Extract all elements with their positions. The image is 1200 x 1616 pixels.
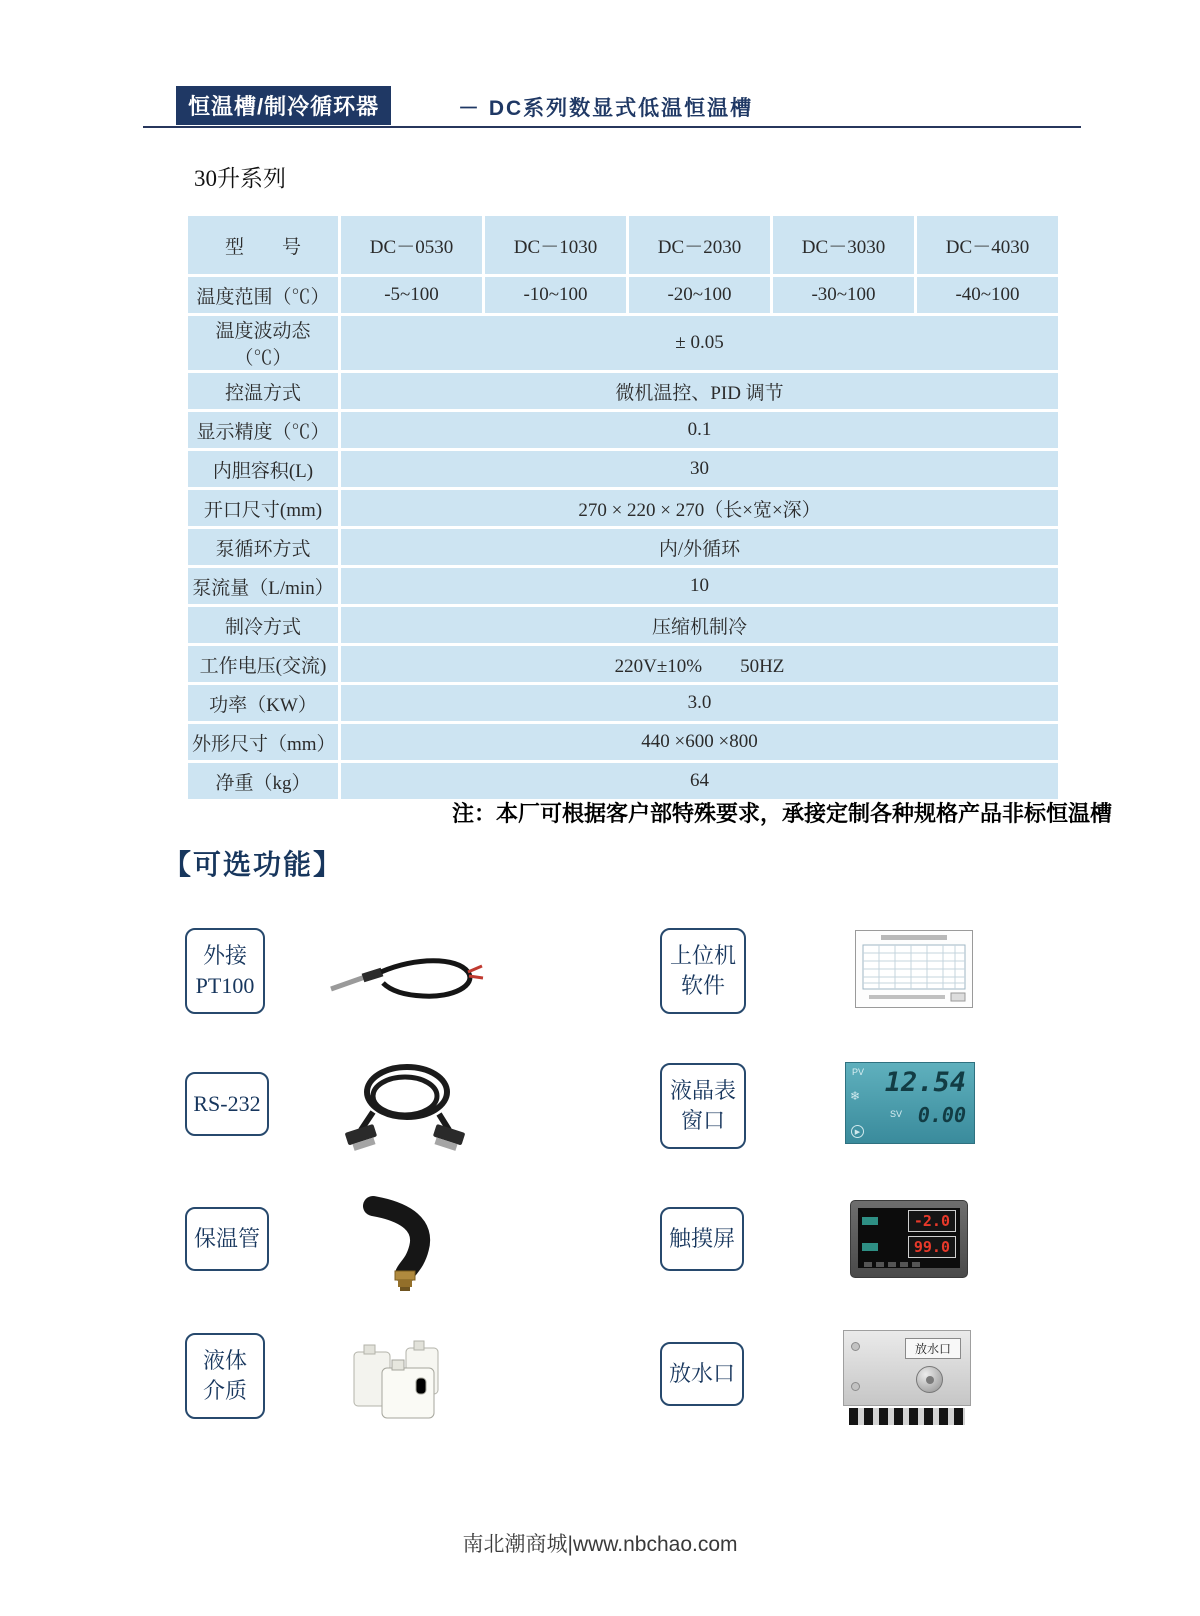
row-model — [188, 216, 1058, 274]
model-cell: DC－2030 — [629, 216, 770, 274]
value-cell: 64 — [341, 763, 1058, 799]
custom-order-note: 注：本厂可根据客户部特殊要求，承接定制各种规格产品非标恒温槽 — [452, 801, 1113, 826]
row-net-weight — [188, 763, 1058, 799]
touchscreen-tag — [862, 1243, 878, 1251]
touchscreen-image — [850, 1200, 968, 1278]
screw-icon — [851, 1342, 860, 1351]
option-label: PT100 — [195, 973, 255, 998]
row-label: 开口尺寸(mm) — [188, 490, 338, 526]
option-label: RS-232 — [193, 1091, 261, 1117]
option-label: 外接 — [202, 943, 247, 969]
value-cell: 压缩机制冷 — [341, 607, 1058, 643]
sv-value: 0.00 — [917, 1103, 966, 1127]
option-box-liquid-medium — [185, 1333, 265, 1419]
value-cell: -40~100 — [917, 277, 1058, 313]
screw-icon — [851, 1382, 860, 1391]
row-display-accuracy — [188, 412, 1058, 448]
value-cell: 10 — [341, 568, 1058, 604]
spec-table — [185, 213, 1061, 802]
row-label: 控温方式 — [188, 373, 338, 409]
model-cell: DC－4030 — [917, 216, 1058, 274]
row-opening-size — [188, 490, 1058, 526]
row-control-mode — [188, 373, 1058, 409]
row-label: 净重（kg） — [188, 763, 338, 799]
value-cell: -30~100 — [773, 277, 914, 313]
option-label: 触摸屏 — [668, 1226, 735, 1252]
pt100-probe-image — [325, 945, 490, 1007]
model-cell: DC－3030 — [773, 216, 914, 274]
option-label: 液晶表 — [669, 1078, 736, 1104]
touchscreen-value-top: -2.0 — [908, 1210, 956, 1232]
touchscreen-tag — [862, 1217, 878, 1225]
option-box-insulated-pipe — [185, 1207, 269, 1271]
snowflake-icon: ❄ — [850, 1089, 861, 1103]
touchscreen-row — [858, 1208, 960, 1234]
row-power — [188, 685, 1058, 721]
value-cell: ± 0.05 — [341, 316, 1058, 370]
lcd-button-icon: ▶ — [851, 1125, 864, 1138]
option-label: 上位机 — [669, 943, 736, 969]
row-dimensions — [188, 724, 1058, 760]
drain-panel-label: 放水口 — [905, 1338, 961, 1359]
pv-label: PV — [852, 1067, 865, 1077]
option-label: 窗口 — [680, 1108, 725, 1133]
insulated-pipe-image — [345, 1192, 465, 1292]
page-subtitle: － DC系列数显式低温恒温槽 — [458, 97, 754, 120]
model-cell: DC－0530 — [341, 216, 482, 274]
row-temp-fluctuation — [188, 316, 1058, 370]
row-label: 温度范围（℃） — [188, 277, 338, 313]
row-label: 功率（KW） — [188, 685, 338, 721]
option-label: 介质 — [202, 1378, 247, 1403]
row-tank-volume — [188, 451, 1058, 487]
value-cell: 微机温控、PID 调节 — [341, 373, 1058, 409]
drain-port-image — [843, 1330, 971, 1425]
value-cell: 内/外循环 — [341, 529, 1058, 565]
option-box-pt100 — [185, 928, 265, 1014]
row-temp-range — [188, 277, 1058, 313]
model-cell: DC－1030 — [485, 216, 626, 274]
value-cell: 30 — [341, 451, 1058, 487]
option-box-rs232 — [185, 1072, 269, 1136]
touchscreen-buttons — [864, 1262, 924, 1267]
option-label: 保温管 — [193, 1226, 260, 1252]
value-cell: 0.1 — [341, 412, 1058, 448]
header-divider — [143, 126, 1081, 128]
sv-label: SV — [889, 1109, 902, 1119]
value-cell: 270 × 220 × 270（长×宽×深） — [341, 490, 1058, 526]
row-label: 泵流量（L/min） — [188, 568, 338, 604]
row-label: 泵循环方式 — [188, 529, 338, 565]
option-box-software — [660, 928, 746, 1014]
value-cell: 3.0 — [341, 685, 1058, 721]
option-label: 液体 — [202, 1348, 247, 1374]
row-label: 工作电压(交流) — [188, 646, 338, 682]
row-label: 显示精度（℃） — [188, 412, 338, 448]
option-box-lcd-window — [660, 1063, 746, 1149]
rs232-cable-image — [335, 1058, 475, 1153]
page-title-badge: 恒温槽/制冷循环器 — [176, 86, 391, 125]
value-cell: 440 ×600 ×800 — [341, 724, 1058, 760]
value-cell: -5~100 — [341, 277, 482, 313]
value-cell: 220V±10% 50HZ — [341, 646, 1058, 682]
row-pump-circulation — [188, 529, 1058, 565]
touchscreen-display — [858, 1208, 960, 1268]
optional-functions-title: 【可选功能】 — [163, 849, 344, 880]
model-header-label: 型 号 — [188, 216, 338, 274]
footer-text: 南北潮商城|www.nbchao.com — [462, 1533, 738, 1556]
row-label: 制冷方式 — [188, 607, 338, 643]
row-working-voltage — [188, 646, 1058, 682]
liquid-containers-image — [340, 1336, 470, 1421]
lcd-display-image — [845, 1062, 975, 1144]
value-cell: -20~100 — [629, 277, 770, 313]
drain-knob — [916, 1366, 943, 1393]
row-label: 温度波动态（℃） — [188, 316, 338, 370]
software-screenshot-image — [855, 930, 973, 1008]
pv-value: 12.54 — [884, 1067, 966, 1098]
option-label: 放水口 — [668, 1361, 735, 1387]
row-label: 外形尺寸（mm） — [188, 724, 338, 760]
option-label: 软件 — [680, 973, 725, 998]
option-box-drain-port — [660, 1342, 744, 1406]
row-label: 内胆容积(L) — [188, 451, 338, 487]
series-title: 30升系列 — [194, 166, 286, 191]
value-cell: -10~100 — [485, 277, 626, 313]
option-box-touchscreen — [660, 1207, 744, 1271]
touchscreen-value-bottom: 99.0 — [908, 1236, 956, 1258]
row-pump-flow — [188, 568, 1058, 604]
vent-grille — [849, 1408, 965, 1425]
touchscreen-row — [858, 1234, 960, 1260]
row-cooling-mode — [188, 607, 1058, 643]
